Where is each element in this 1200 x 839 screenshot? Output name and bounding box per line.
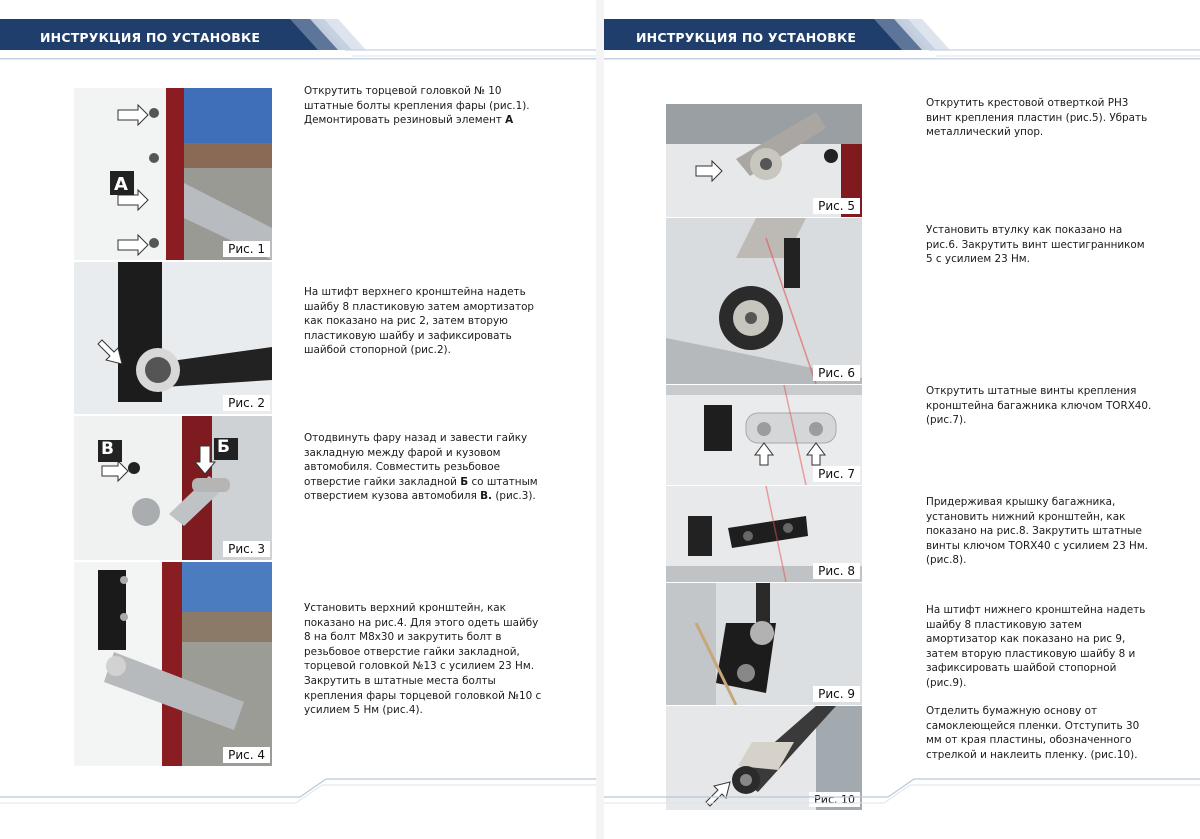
figure-4-photo — [74, 562, 272, 766]
figure-2-photo — [74, 262, 272, 414]
left-page — [0, 0, 596, 839]
figure-8-caption: Рис. 8 — [813, 563, 860, 579]
figure-8-photo — [666, 486, 862, 582]
step-3-text: Отодвинуть фару назад и завести гайку закладную между фарой и кузовом автомобиля. Совместить резьбовое отверстие гайки закладной Б со штатным отверстием кузова автомобиля В. (рис.3). — [304, 432, 538, 503]
figure-1-photo — [74, 88, 272, 260]
step-2-text: На штифт верхнего кронштейна надеть шайбу 8 пластиковую затем амортизатор как показано на рис 2, затем вторую пластиковую шайбу и зафиксировать шайбой стопорной (рис.2). — [304, 286, 535, 357]
figure-6-photo — [666, 218, 862, 384]
figure-2-caption: Рис. 2 — [223, 395, 270, 411]
step-1-text: Открутить торцевой головкой № 10 штатные болты крепления фары (рис.1). Демонтировать резиновый элемент А — [304, 85, 530, 127]
page-gutter — [596, 0, 604, 839]
right-page — [604, 0, 1200, 839]
step-10-text: Отделить бумажную основу от самоклеющейся пленки. Отступить 30 мм от края пластины, обозначенного стрелкой и наклеить пленку. (рис.10). — [926, 705, 1140, 761]
footer-lines — [0, 769, 596, 839]
step-6-text: Установить втулку как показано на рис.6. Закрутить винт шестигранником 5 с усилием 23 Нм. — [926, 224, 1145, 266]
footer-lines-right — [604, 769, 1200, 839]
step-5-text: Открутить крестовой отверткой PH3 винт крепления пластин (рис.5). Убрать металлический упор. — [926, 97, 1148, 139]
figure-4-caption: Рис. 4 — [223, 747, 270, 763]
figure-7-photo — [666, 385, 862, 485]
figure-10-caption: Рис. 10 — [809, 792, 860, 807]
step-4-text: Установить верхний кронштейн, как показано на рис.4. Для этого одеть шайбу 8 на болт М8х30 и закрутить болт в резьбовое отверстие гайки закладной, торцевой головкой №13 с усилием 23 Нм. Закрутить в штатные места болты крепления фары торцевой головкой №10 с усилием 5 Нм (рис.4). — [304, 602, 542, 717]
step-9-text: На штифт нижнего кронштейна надеть шайбу 8 пластиковую затем амортизатор как показано на рис 9, затем вторую пластиковую шайбу 8 и зафиксировать шайбой стопорной (рис.9). — [926, 604, 1146, 689]
figure-5-photo — [666, 104, 862, 217]
figure-9-caption: Рис. 9 — [813, 686, 860, 702]
figure-3-caption: Рис. 3 — [223, 541, 270, 557]
label-v: В — [101, 439, 114, 459]
figure-5-caption: Рис. 5 — [813, 198, 860, 214]
page-title-right: ИНСТРУКЦИЯ ПО УСТАНОВКЕ — [636, 30, 857, 45]
figure-9-photo — [666, 583, 862, 705]
step-7-text: Открутить штатные винты крепления кронштейна багажника ключом TORX40. (рис.7). — [926, 385, 1152, 427]
figure-1-caption: Рис. 1 — [223, 241, 270, 257]
label-a: А — [114, 174, 128, 195]
figure-6-caption: Рис. 6 — [813, 365, 860, 381]
step-8-text: Придерживая крышку багажника, установить нижний кронштейн, как показано на рис.8. Закрутить штатные винты ключом TORX40 с усилием 23 Нм. (рис.8). — [926, 496, 1148, 567]
label-b: Б — [217, 437, 230, 457]
figure-7-caption: Рис. 7 — [813, 466, 860, 482]
figure-3-photo — [74, 416, 272, 560]
page-title: ИНСТРУКЦИЯ ПО УСТАНОВКЕ — [40, 30, 261, 45]
